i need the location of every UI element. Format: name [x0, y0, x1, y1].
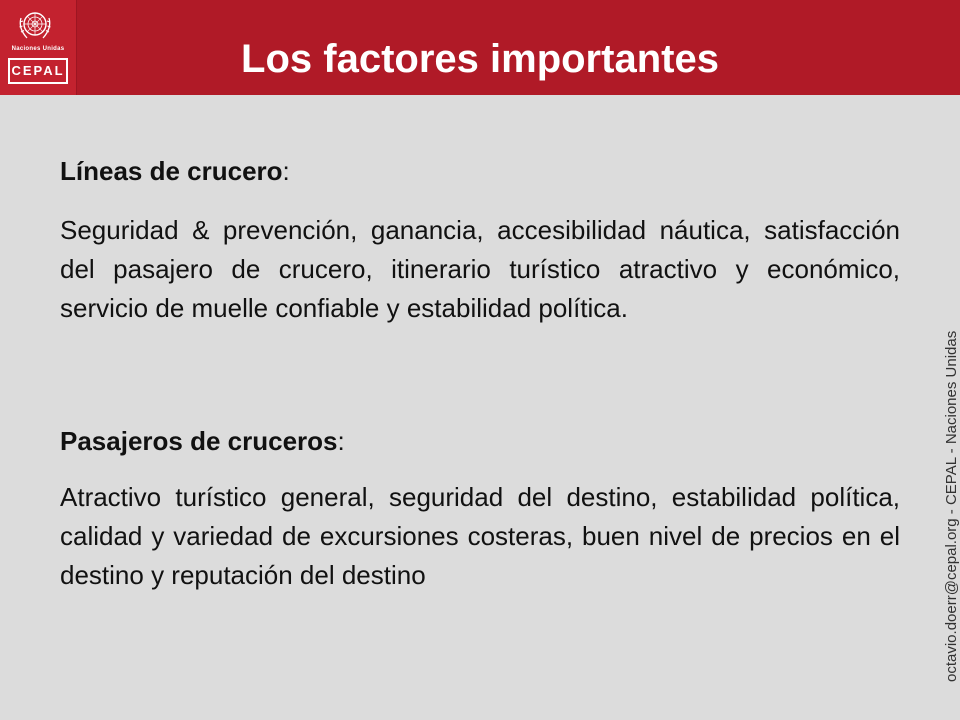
logo-block — [0, 0, 77, 95]
un-emblem-icon — [15, 8, 55, 44]
section-body-cruise-passengers: Atractivo turístico general, seguridad del destino, estabilidad política, calidad y variedad de excursiones costeras, buen nivel de precios en el destino y reputación del destino — [60, 482, 900, 590]
vertical-footer-text: octavio.doerr@cepal.org - CEPAL - Naciones Unidas — [943, 330, 960, 682]
un-logo-label: Naciones Unidas — [11, 46, 65, 52]
slide-header — [0, 0, 960, 95]
cepal-logo: CEPAL — [8, 58, 68, 84]
slide-title: Los factores importantes — [241, 37, 719, 81]
section-heading-colon: : — [337, 426, 345, 456]
section-body-cruise-lines: Seguridad & prevención, ganancia, accesibilidad náutica, satisfacción del pasajero de crucero, itinerario turístico atractivo y económico, servicio de muelle confiable y estabilidad política. — [60, 215, 900, 323]
section-heading-colon: : — [282, 156, 290, 186]
section-heading-text: Líneas de crucero — [60, 156, 283, 186]
section-heading-cruise-lines — [60, 153, 900, 189]
section-heading-cruise-passengers — [60, 423, 900, 459]
section-heading-text: Pasajeros de cruceros — [60, 426, 338, 456]
